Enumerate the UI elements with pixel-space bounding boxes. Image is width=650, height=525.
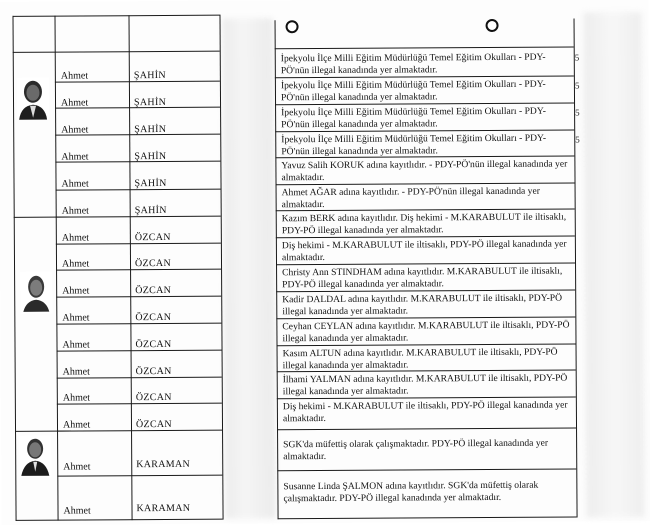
description-cell: Yavuz Salih KORUK adına kayıtlıdır. - PDY-PÖ'nün illegal kanadında yer almaktadır.	[281, 158, 568, 183]
table-column-divider	[54, 16, 58, 521]
description-cell: Susanne Linda ŞALMON adına kayıtlıdır. SGK'da müfettiş olarak çalışmaktadır. PDY-PÖ illegal kanadında yer almaktadır.	[283, 479, 539, 504]
first-name-cell: Ahmet	[62, 312, 90, 324]
last-name-cell: ŞAHİN	[134, 177, 167, 190]
person-photo	[20, 272, 52, 314]
first-name-cell: Ahmet	[63, 505, 91, 517]
row-divider	[277, 468, 576, 471]
last-name-cell: KARAMAN	[136, 458, 191, 471]
edge-mark: 5	[575, 107, 580, 118]
description-cell: İlhami YALMAN adına kayıtlıdır. M.KARABULUT ile iltisaklı, PDY-PÖ illegal kanadında yer almaktadır.	[282, 372, 568, 397]
first-name-cell: Ahmet	[61, 124, 89, 136]
description-cell: Ahmet AĞAR adına kayıtlıdır. - PDY-PÖ'nün illegal kanadında yer almaktadır.	[281, 185, 540, 210]
first-name-cell: Ahmet	[62, 366, 90, 378]
redacted-column-right	[583, 12, 644, 517]
last-name-cell: ÖZCAN	[134, 257, 171, 270]
last-name-cell: ŞAHİN	[133, 96, 167, 109]
last-name-cell: ÖZCAN	[135, 365, 172, 378]
first-name-cell: Ahmet	[62, 285, 90, 297]
last-name-cell: ÖZCAN	[134, 231, 171, 244]
last-name-cell: ÖZCAN	[135, 338, 172, 351]
person-photo	[19, 436, 51, 478]
edge-mark: 5	[574, 52, 580, 63]
last-name-cell: ÖZCAN	[135, 284, 172, 297]
first-name-cell: Ahmet	[61, 178, 89, 190]
table-column-divider	[275, 20, 279, 519]
first-name-cell: Ahmet	[60, 70, 89, 82]
edge-mark: 5	[574, 80, 580, 91]
first-name-cell: Ahmet	[61, 205, 89, 217]
description-cell: Kazım BERK adına kayıtlıdır. Diş hekimi - M.KARABULUT ile iltisaklı, PDY-PÖ illegal kanadında yer almaktadır.	[281, 211, 567, 236]
first-name-cell: Ahmet	[61, 151, 89, 163]
table-header-line	[275, 46, 574, 49]
last-name-cell: KARAMAN	[136, 502, 191, 515]
first-name-cell: Ahmet	[62, 419, 91, 431]
punch-hole-right	[486, 19, 499, 32]
row-divider	[277, 427, 576, 430]
description-cell: İpekyolu İlçe Milli Eğitim Müdürlüğü Temel Eğitim Okulları - PDY-PÖ'nün illegal kanadında yer almaktadır.	[281, 105, 546, 130]
last-name-cell: ÖZCAN	[135, 418, 172, 431]
first-name-cell: Ahmet	[62, 392, 91, 404]
description-cell: SGK'da müfettiş olarak çalışmaktadır. PDY-PÖ illegal kanadında yer almaktadır.	[283, 437, 549, 462]
table-border-bottom	[278, 516, 577, 519]
first-name-cell: Ahmet	[61, 258, 90, 270]
table-border-left	[12, 16, 16, 521]
description-cell: Kasım ALTUN adına kayıtlıdır. M.KARABULUT ile iltisaklı, PDY-PÖ illegal kanadında yer almaktadır.	[282, 346, 558, 371]
last-name-cell: ŞAHİN	[134, 123, 167, 136]
description-cell: Ceyhan CEYLAN adına kayıtlıdır. M.KARABULUT ile iltisaklı, PDY-PÖ illegal kanadında yer almaktadır.	[282, 319, 570, 344]
table-column-divider	[128, 15, 132, 520]
description-cell: Diş hekimi - M.KARABULUT ile iltisaklı, PDY-PÖ illegal kanadında yer almaktadır.	[282, 399, 568, 424]
row-divider	[57, 475, 222, 477]
first-name-cell: Ahmet	[62, 339, 90, 351]
table-border-top	[12, 15, 219, 17]
table-header-line	[13, 51, 220, 53]
redacted-column	[223, 18, 276, 518]
description-cell: İpekyolu İlçe Milli Eğitim Müdürlüğü Temel Eğitim Okulları - PDY-PÖ'nün illegal kanadında yer almaktadır.	[280, 51, 546, 76]
description-cell: Diş hekimi - M.KARABULUT ile iltisaklı, PDY-PÖ illegal kanadında yer almaktadır.	[281, 238, 567, 263]
table-border-bottom	[16, 519, 223, 521]
description-cell: İpekyolu İlçe Milli Eğitim Müdürlüğü Temel Eğitim Okulları - PDY-PÖ'nün illegal kanadında yer almaktadır.	[280, 78, 546, 103]
edge-mark: 5	[575, 134, 580, 145]
first-name-cell: Ahmet	[61, 232, 90, 244]
description-cell: Christy Ann STINDHAM adına kayıtlıdır. M.KARABULUT ile iltisaklı, PDY-PÖ illegal kanadında yer almaktadır.	[282, 265, 563, 290]
first-name-cell: Ahmet	[60, 97, 89, 109]
description-cell: İpekyolu İlçe Milli Eğitim Müdürlüğü Temel Eğitim Okulları - PDY-PÖ'nün illegal kanadında yer almaktadır.	[281, 132, 547, 157]
last-name-cell: ŞAHİN	[133, 69, 166, 82]
last-name-cell: ÖZCAN	[135, 311, 172, 324]
first-name-cell: Ahmet	[63, 461, 91, 473]
description-cell: Kadir DALDAL adına kayıtlıdır. M.KARABULUT ile iltisaklı, PDY-PÖ illegal kanadında yer almaktadır.	[282, 292, 563, 317]
person-photo	[17, 78, 49, 120]
last-name-cell: ŞAHİN	[134, 150, 167, 163]
last-name-cell: ŞAHİN	[134, 204, 167, 217]
last-name-cell: ÖZCAN	[135, 391, 172, 404]
punch-hole-left	[286, 20, 299, 33]
